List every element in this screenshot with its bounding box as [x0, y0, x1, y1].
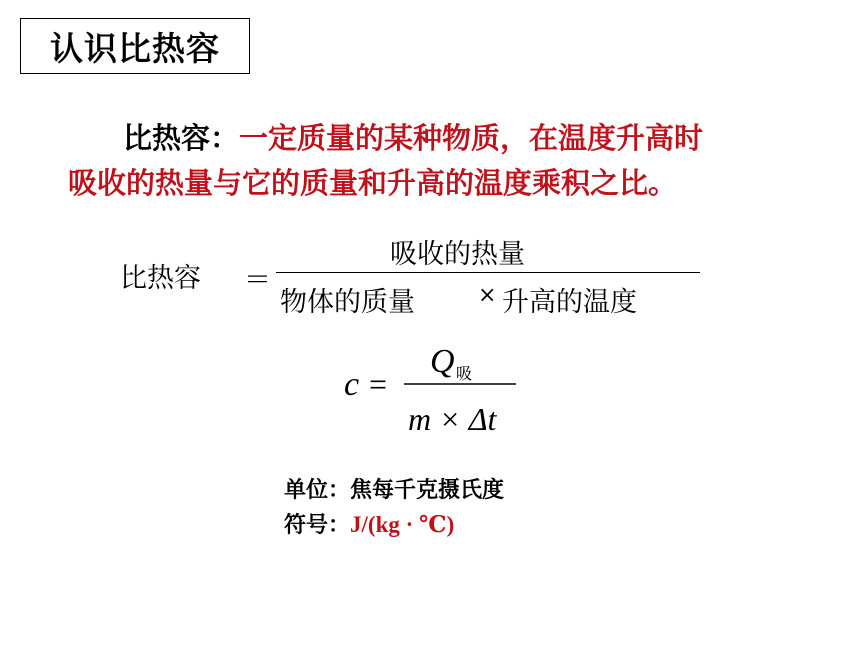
word-formula-denominator-left: 物体的质量	[280, 287, 415, 318]
word-formula-equals: ＝	[244, 265, 271, 296]
word-formula-lhs: 比热容	[120, 263, 201, 294]
symbol-formula-q-subscript: 吸	[456, 364, 473, 383]
slide-title-text: 认识比热容	[50, 28, 220, 68]
word-formula-fraction-bar	[276, 272, 700, 273]
symbol-value: J/(kg · ℃)	[350, 512, 455, 537]
unit-label: 单位：	[284, 478, 351, 503]
symbol-label: 符号：	[284, 513, 351, 538]
unit-block	[284, 474, 504, 543]
symbol-formula-denominator: m × Δt	[408, 401, 497, 437]
word-formula-numerator: 吸收的热量	[390, 239, 525, 270]
symbol-formula-equals: =	[369, 366, 388, 402]
word-formula-denominator-right: 升高的温度	[502, 287, 637, 318]
definition-text-red-1: 一定质量的某种物质，在温度升高时	[239, 121, 704, 155]
symbol-formula-q: Q	[430, 343, 455, 380]
unit-value: 焦每千克摄氏度	[350, 478, 505, 503]
symbol-formula-c: c	[344, 366, 360, 403]
symbol-formula	[342, 336, 532, 442]
definition-line-2: 吸收的热量与它的质量和升高的温度乘积之比。	[68, 166, 678, 200]
definition-term: 比热容：	[123, 121, 240, 155]
unit-row	[284, 474, 504, 508]
word-formula-times: ×	[478, 283, 497, 308]
symbol-row	[284, 508, 504, 543]
